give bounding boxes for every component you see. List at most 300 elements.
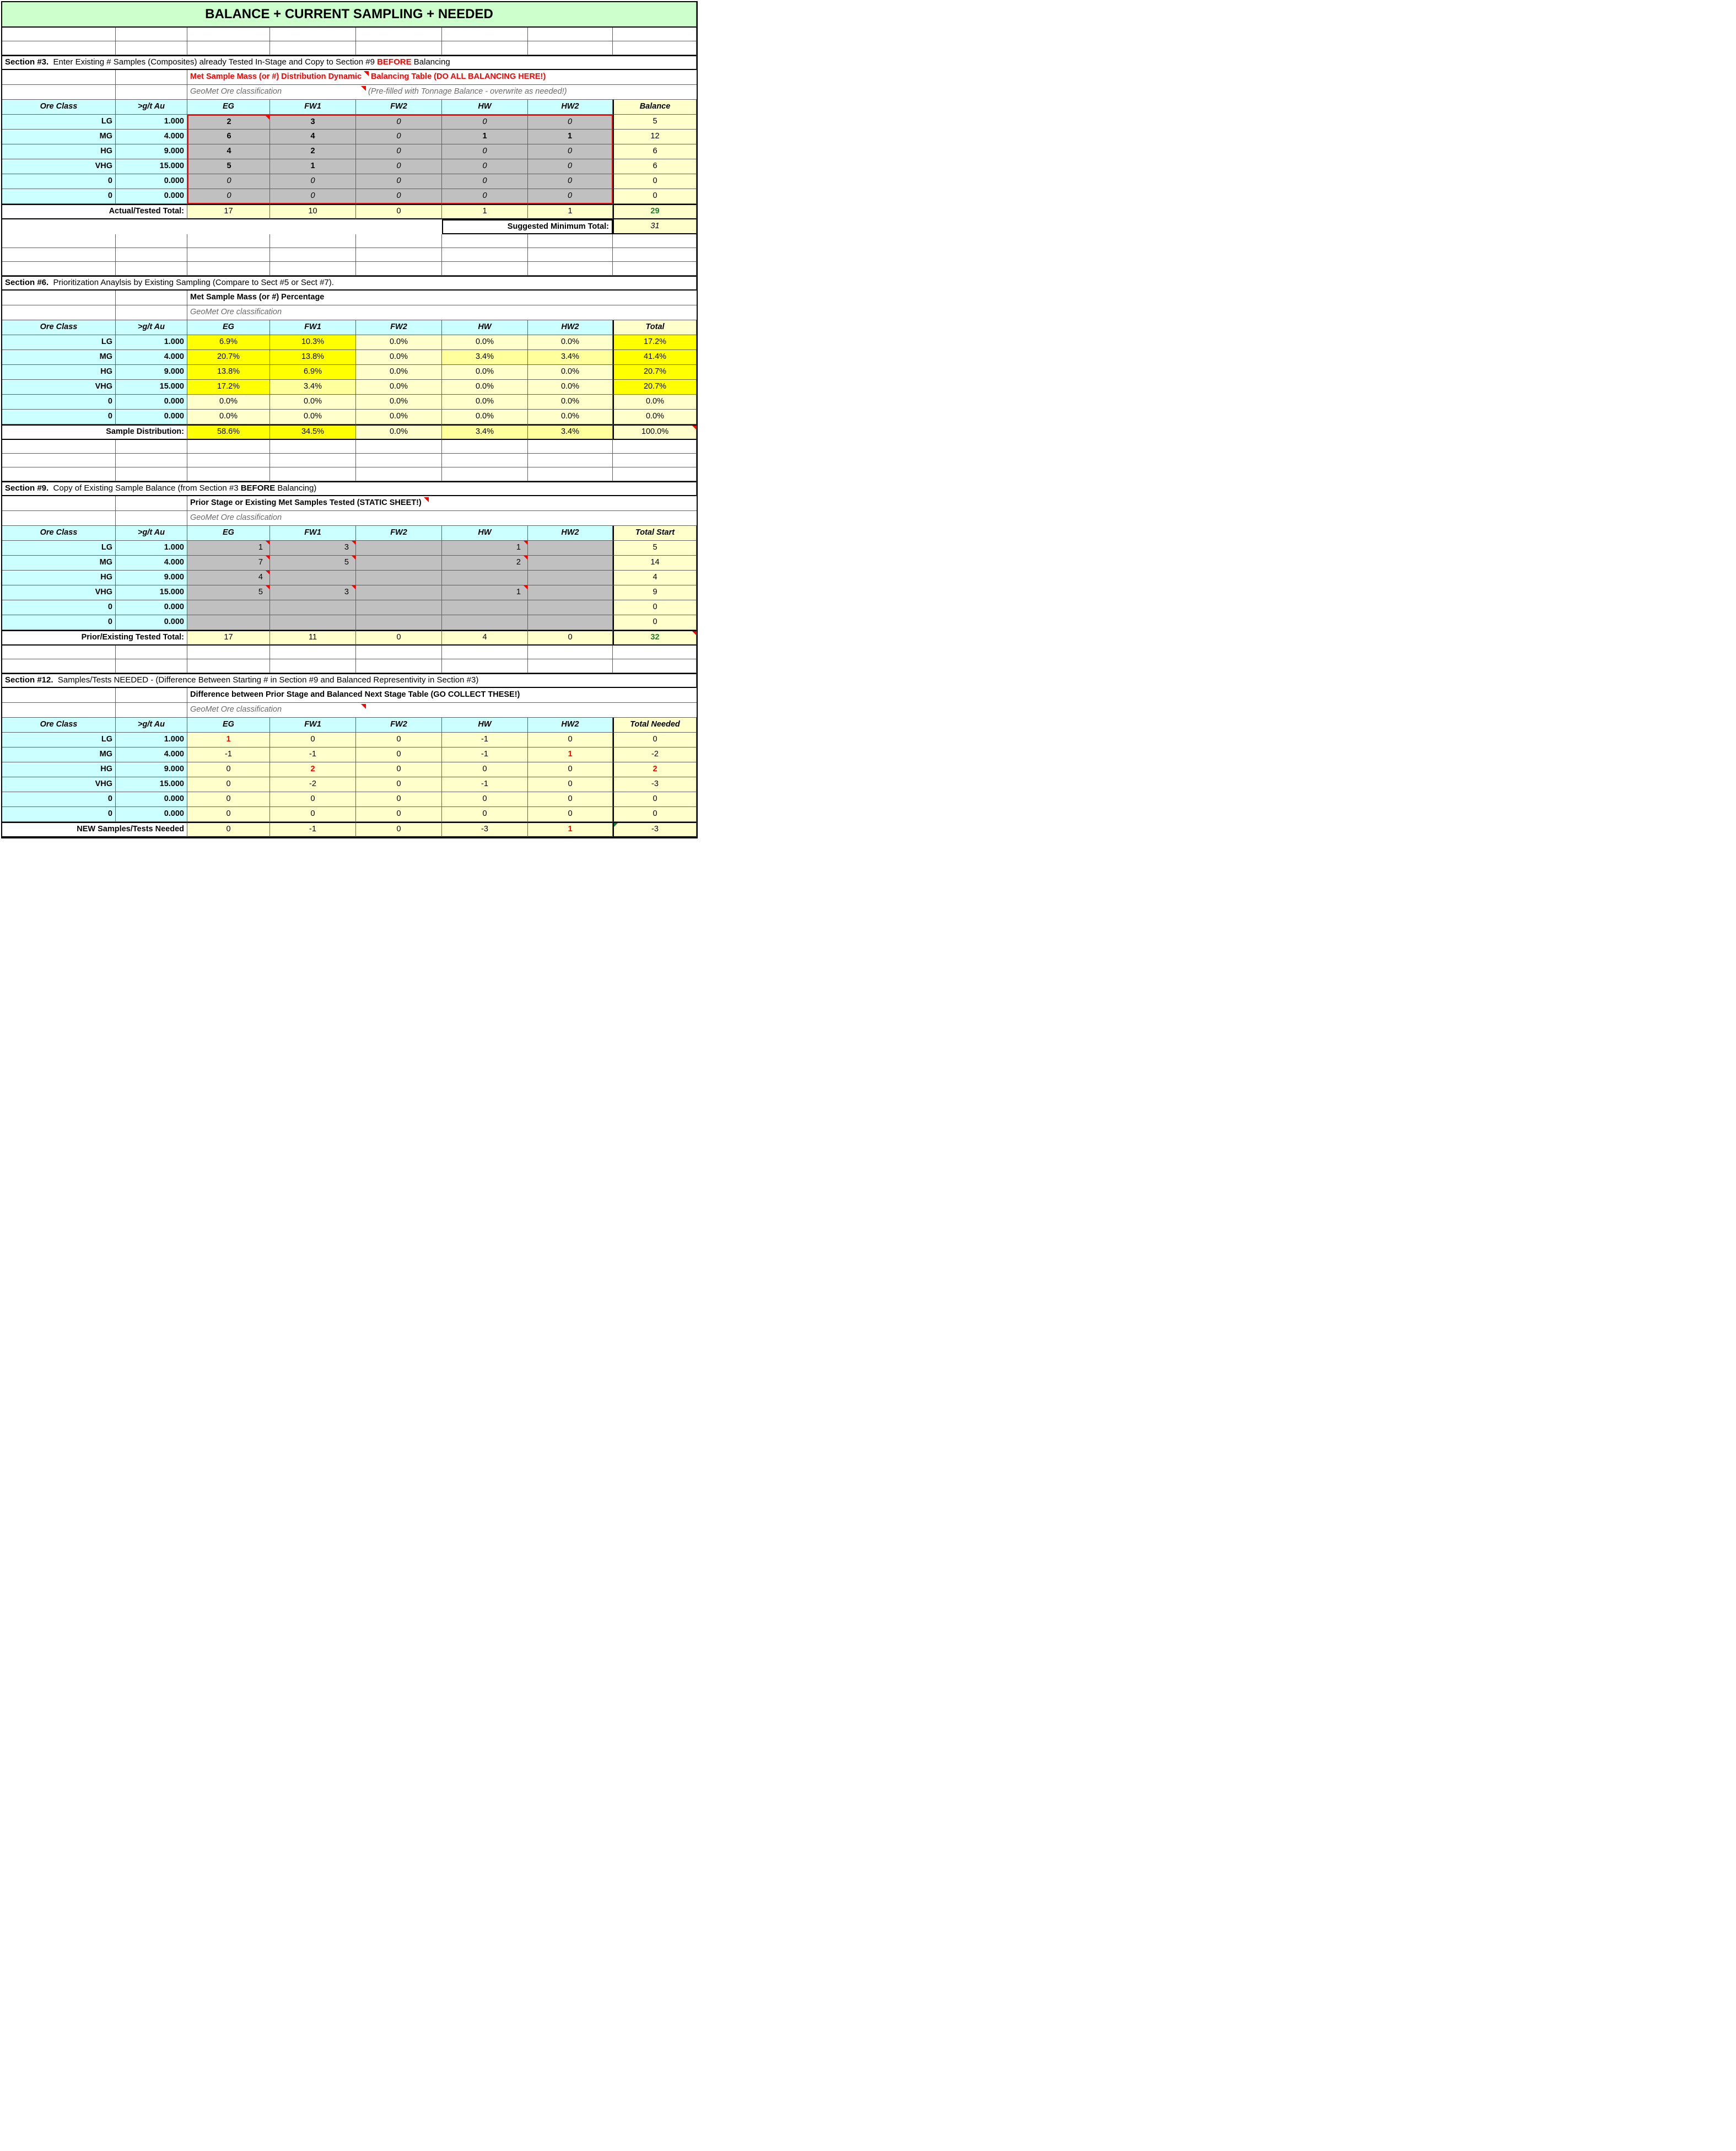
empty-cell[interactable] xyxy=(356,305,697,320)
s12-cutoff-r1[interactable] xyxy=(116,748,187,762)
s9-cell-r1-fw2[interactable] xyxy=(356,556,442,571)
empty-cell[interactable] xyxy=(356,646,442,659)
s12-rowtotal-r4[interactable] xyxy=(613,792,697,807)
s12-cell-r4-hw[interactable] xyxy=(442,792,528,807)
s6-cell-r2-hw2[interactable] xyxy=(528,365,613,380)
s9-oreclass-r5[interactable] xyxy=(2,615,116,630)
s12-total-hw2[interactable] xyxy=(528,822,613,837)
s9-cell-r4-fw2[interactable] xyxy=(356,600,442,615)
s6-cell-r2-fw1[interactable] xyxy=(270,365,356,380)
s6-cell-r5-fw2[interactable] xyxy=(356,410,442,424)
s9-rowtotal-r0[interactable] xyxy=(613,541,697,556)
empty-cell[interactable] xyxy=(528,262,613,276)
s12-cell-r3-hw2[interactable] xyxy=(528,777,613,792)
s12-cell-r3-hw[interactable] xyxy=(442,777,528,792)
empty-cell[interactable] xyxy=(2,454,116,467)
s12-cell-r4-eg[interactable] xyxy=(187,792,270,807)
s6-cell-r2-hw[interactable] xyxy=(442,365,528,380)
s12-oreclass-r2[interactable] xyxy=(2,762,116,777)
s9-cutoff-r2[interactable] xyxy=(116,571,187,585)
s6-cell-r3-hw[interactable] xyxy=(442,380,528,395)
s6-cell-r1-hw2[interactable] xyxy=(528,350,613,365)
empty-cell[interactable] xyxy=(187,262,270,276)
empty-cell[interactable] xyxy=(356,28,442,41)
s9-cell-r4-fw1[interactable] xyxy=(270,600,356,615)
s3-oreclass-r3[interactable] xyxy=(2,159,116,174)
section3-heading[interactable] xyxy=(2,55,697,70)
empty-cell[interactable] xyxy=(2,291,116,305)
empty-cell[interactable] xyxy=(187,646,270,659)
empty-cell[interactable] xyxy=(116,234,187,248)
s9-cell-r5-eg[interactable] xyxy=(187,615,270,630)
s12-cell-r2-hw2[interactable] xyxy=(528,762,613,777)
s6-rowtotal-r5[interactable] xyxy=(613,410,697,424)
s9-oreclass-r3[interactable] xyxy=(2,585,116,600)
s12-cell-r1-fw2[interactable] xyxy=(356,748,442,762)
empty-cell[interactable] xyxy=(356,248,442,262)
s6-totals-label[interactable] xyxy=(2,424,187,440)
empty-cell[interactable] xyxy=(442,454,528,467)
s3-header-hw[interactable] xyxy=(442,100,528,115)
empty-cell[interactable] xyxy=(116,28,187,41)
s6-header-gtau[interactable] xyxy=(116,320,187,335)
empty-cell[interactable] xyxy=(116,440,187,454)
empty-cell[interactable] xyxy=(613,234,697,248)
empty-cell[interactable] xyxy=(116,659,187,673)
s6-oreclass-r0[interactable] xyxy=(2,335,116,350)
empty-cell[interactable] xyxy=(2,70,116,85)
s9-oreclass-r0[interactable] xyxy=(2,541,116,556)
empty-cell[interactable] xyxy=(116,41,187,55)
s3-cell-r2-fw1[interactable] xyxy=(270,144,356,159)
empty-cell[interactable] xyxy=(613,659,697,673)
empty-cell[interactable] xyxy=(442,248,528,262)
s9-cell-r2-fw1[interactable] xyxy=(270,571,356,585)
s3-total-hw[interactable] xyxy=(442,204,528,219)
s12-total-eg[interactable] xyxy=(187,822,270,837)
s3-grand-total[interactable] xyxy=(613,204,697,219)
s3-cell-r2-hw[interactable] xyxy=(442,144,528,159)
s12-cell-r5-eg[interactable] xyxy=(187,807,270,822)
s12-cutoff-r5[interactable] xyxy=(116,807,187,822)
s3-total-eg[interactable] xyxy=(187,204,270,219)
s9-cutoff-r1[interactable] xyxy=(116,556,187,571)
s9-oreclass-r2[interactable] xyxy=(2,571,116,585)
s3-oreclass-r2[interactable] xyxy=(2,144,116,159)
empty-cell[interactable] xyxy=(528,646,613,659)
s9-cell-r1-hw2[interactable] xyxy=(528,556,613,571)
s9-cell-r2-hw[interactable] xyxy=(442,571,528,585)
s6-cell-r3-eg[interactable] xyxy=(187,380,270,395)
s6-cell-r2-fw2[interactable] xyxy=(356,365,442,380)
s12-rowtotal-r1[interactable] xyxy=(613,748,697,762)
empty-cell[interactable] xyxy=(613,646,697,659)
s12-cell-r0-fw1[interactable] xyxy=(270,733,356,748)
s3-cell-r3-hw[interactable] xyxy=(442,159,528,174)
section9-table-title[interactable] xyxy=(187,496,697,511)
s9-total-hw[interactable] xyxy=(442,630,528,646)
s9-cell-r3-eg[interactable] xyxy=(187,585,270,600)
s12-cell-r3-eg[interactable] xyxy=(187,777,270,792)
s9-cell-r0-hw2[interactable] xyxy=(528,541,613,556)
s12-oreclass-r3[interactable] xyxy=(2,777,116,792)
s9-cell-r5-fw2[interactable] xyxy=(356,615,442,630)
s9-cell-r5-fw1[interactable] xyxy=(270,615,356,630)
s6-header-fw2[interactable] xyxy=(356,320,442,335)
s12-cell-r0-hw[interactable] xyxy=(442,733,528,748)
s9-grand-total[interactable] xyxy=(613,630,697,646)
s3-cell-r4-hw[interactable] xyxy=(442,174,528,189)
s6-header-eg[interactable] xyxy=(187,320,270,335)
s3-header-gtau[interactable] xyxy=(116,100,187,115)
s6-cell-r5-hw2[interactable] xyxy=(528,410,613,424)
s3-cell-r4-fw2[interactable] xyxy=(356,174,442,189)
s6-total-eg[interactable] xyxy=(187,424,270,440)
empty-cell[interactable] xyxy=(356,467,442,481)
s9-cell-r1-fw1[interactable] xyxy=(270,556,356,571)
empty-cell[interactable] xyxy=(356,234,442,248)
empty-cell[interactable] xyxy=(356,659,442,673)
empty-cell[interactable] xyxy=(442,234,528,248)
s3-rowtotal-r5[interactable] xyxy=(613,189,697,204)
empty-cell[interactable] xyxy=(2,511,116,526)
s6-header-hw2[interactable] xyxy=(528,320,613,335)
s12-rowtotal-r0[interactable] xyxy=(613,733,697,748)
s3-cell-r1-fw2[interactable] xyxy=(356,130,442,144)
s3-total-fw1[interactable] xyxy=(270,204,356,219)
s9-rowtotal-r5[interactable] xyxy=(613,615,697,630)
empty-cell[interactable] xyxy=(187,454,270,467)
s9-cell-r4-hw2[interactable] xyxy=(528,600,613,615)
s12-cutoff-r0[interactable] xyxy=(116,733,187,748)
s3-cutoff-r5[interactable] xyxy=(116,189,187,204)
empty-cell[interactable] xyxy=(442,41,528,55)
s9-header-fw2[interactable] xyxy=(356,526,442,541)
s6-header-total[interactable] xyxy=(613,320,697,335)
empty-cell[interactable] xyxy=(613,454,697,467)
s9-header-oreclass[interactable] xyxy=(2,526,116,541)
s9-total-hw2[interactable] xyxy=(528,630,613,646)
s3-cutoff-r3[interactable] xyxy=(116,159,187,174)
s6-cutoff-r1[interactable] xyxy=(116,350,187,365)
s3-cutoff-r2[interactable] xyxy=(116,144,187,159)
s6-cutoff-r5[interactable] xyxy=(116,410,187,424)
s9-cell-r0-fw2[interactable] xyxy=(356,541,442,556)
s6-cutoff-r4[interactable] xyxy=(116,395,187,410)
empty-cell[interactable] xyxy=(528,467,613,481)
empty-cell[interactable] xyxy=(2,688,116,703)
empty-cell[interactable] xyxy=(613,28,697,41)
section9-heading[interactable] xyxy=(2,481,697,496)
empty-cell[interactable] xyxy=(2,496,116,511)
empty-cell[interactable] xyxy=(116,248,187,262)
empty-cell[interactable] xyxy=(613,41,697,55)
s3-cell-r0-hw2[interactable] xyxy=(528,115,613,130)
s12-cell-r4-fw2[interactable] xyxy=(356,792,442,807)
s12-cell-r2-fw1[interactable] xyxy=(270,762,356,777)
s9-cell-r3-hw2[interactable] xyxy=(528,585,613,600)
s9-cell-r0-eg[interactable] xyxy=(187,541,270,556)
section6-geomet-label[interactable] xyxy=(187,305,356,320)
s3-cell-r4-eg[interactable] xyxy=(187,174,270,189)
s3-rowtotal-r4[interactable] xyxy=(613,174,697,189)
s12-total-fw1[interactable] xyxy=(270,822,356,837)
empty-cell[interactable] xyxy=(116,511,187,526)
s3-cell-r4-hw2[interactable] xyxy=(528,174,613,189)
empty-cell[interactable] xyxy=(116,454,187,467)
s3-cutoff-r1[interactable] xyxy=(116,130,187,144)
empty-cell[interactable] xyxy=(2,262,116,276)
empty-cell[interactable] xyxy=(613,262,697,276)
s6-total-hw2[interactable] xyxy=(528,424,613,440)
s12-grand-total[interactable] xyxy=(613,822,697,837)
s9-rowtotal-r2[interactable] xyxy=(613,571,697,585)
s12-header-fw1[interactable] xyxy=(270,718,356,733)
empty-cell[interactable] xyxy=(116,688,187,703)
empty-cell[interactable] xyxy=(528,659,613,673)
s9-cell-r0-fw1[interactable] xyxy=(270,541,356,556)
s6-cell-r3-fw1[interactable] xyxy=(270,380,356,395)
s12-cell-r4-fw1[interactable] xyxy=(270,792,356,807)
s3-oreclass-r1[interactable] xyxy=(2,130,116,144)
empty-cell[interactable] xyxy=(613,467,697,481)
s6-cell-r5-eg[interactable] xyxy=(187,410,270,424)
s9-cell-r1-hw[interactable] xyxy=(442,556,528,571)
s6-cutoff-r2[interactable] xyxy=(116,365,187,380)
s9-cutoff-r4[interactable] xyxy=(116,600,187,615)
s3-cell-r5-eg[interactable] xyxy=(187,189,270,204)
s12-oreclass-r0[interactable] xyxy=(2,733,116,748)
s3-cell-r0-eg[interactable] xyxy=(187,115,270,130)
empty-cell[interactable] xyxy=(613,440,697,454)
s12-header-hw[interactable] xyxy=(442,718,528,733)
s3-header-fw1[interactable] xyxy=(270,100,356,115)
empty-cell[interactable] xyxy=(270,440,356,454)
s9-cell-r4-eg[interactable] xyxy=(187,600,270,615)
s3-total-fw2[interactable] xyxy=(356,204,442,219)
s6-cell-r3-hw2[interactable] xyxy=(528,380,613,395)
s6-cell-r3-fw2[interactable] xyxy=(356,380,442,395)
s3-cutoff-r0[interactable] xyxy=(116,115,187,130)
s12-cell-r1-eg[interactable] xyxy=(187,748,270,762)
s12-cutoff-r3[interactable] xyxy=(116,777,187,792)
s12-totals-label[interactable] xyxy=(2,822,187,837)
section12-table-title[interactable] xyxy=(187,688,697,703)
empty-cell[interactable] xyxy=(356,440,442,454)
empty-cell[interactable] xyxy=(270,41,356,55)
s9-total-fw2[interactable] xyxy=(356,630,442,646)
section9-geomet-label[interactable] xyxy=(187,511,356,526)
s6-oreclass-r5[interactable] xyxy=(2,410,116,424)
empty-cell[interactable] xyxy=(356,262,442,276)
s9-cell-r4-hw[interactable] xyxy=(442,600,528,615)
s12-cell-r1-hw2[interactable] xyxy=(528,748,613,762)
s3-rowtotal-r2[interactable] xyxy=(613,144,697,159)
s12-rowtotal-r2[interactable] xyxy=(613,762,697,777)
s9-rowtotal-r3[interactable] xyxy=(613,585,697,600)
s6-total-fw2[interactable] xyxy=(356,424,442,440)
section3-geomet-label[interactable] xyxy=(187,85,356,100)
s9-header-gtau[interactable] xyxy=(116,526,187,541)
s6-cell-r4-eg[interactable] xyxy=(187,395,270,410)
s9-cutoff-r0[interactable] xyxy=(116,541,187,556)
empty-cell[interactable] xyxy=(2,28,116,41)
s12-cell-r2-hw[interactable] xyxy=(442,762,528,777)
empty-cell[interactable] xyxy=(2,703,116,718)
s12-header-gtau[interactable] xyxy=(116,718,187,733)
empty-cell[interactable] xyxy=(2,467,116,481)
s6-cell-r4-fw1[interactable] xyxy=(270,395,356,410)
empty-cell[interactable] xyxy=(528,248,613,262)
s3-cell-r5-fw2[interactable] xyxy=(356,189,442,204)
s9-header-hw[interactable] xyxy=(442,526,528,541)
section12-heading[interactable] xyxy=(2,673,697,688)
s6-cell-r0-eg[interactable] xyxy=(187,335,270,350)
empty-cell[interactable] xyxy=(2,646,116,659)
s9-cell-r2-hw2[interactable] xyxy=(528,571,613,585)
empty-cell[interactable] xyxy=(356,41,442,55)
s9-total-eg[interactable] xyxy=(187,630,270,646)
s12-cell-r5-fw2[interactable] xyxy=(356,807,442,822)
s6-cell-r1-fw1[interactable] xyxy=(270,350,356,365)
empty-cell[interactable] xyxy=(187,467,270,481)
s9-cell-r2-eg[interactable] xyxy=(187,571,270,585)
empty-cell[interactable] xyxy=(442,659,528,673)
s6-cell-r1-eg[interactable] xyxy=(187,350,270,365)
s12-cutoff-r2[interactable] xyxy=(116,762,187,777)
empty-cell[interactable] xyxy=(116,646,187,659)
empty-cell[interactable] xyxy=(187,659,270,673)
s6-total-fw1[interactable] xyxy=(270,424,356,440)
s6-cell-r0-fw2[interactable] xyxy=(356,335,442,350)
s9-header-fw1[interactable] xyxy=(270,526,356,541)
s9-oreclass-r4[interactable] xyxy=(2,600,116,615)
s12-header-oreclass[interactable] xyxy=(2,718,116,733)
empty-cell[interactable] xyxy=(116,70,187,85)
s3-cell-r2-fw2[interactable] xyxy=(356,144,442,159)
empty-cell[interactable] xyxy=(187,248,270,262)
s12-total-fw2[interactable] xyxy=(356,822,442,837)
empty-cell[interactable] xyxy=(2,440,116,454)
empty-cell[interactable] xyxy=(270,262,356,276)
s9-header-eg[interactable] xyxy=(187,526,270,541)
s3-cell-r2-hw2[interactable] xyxy=(528,144,613,159)
s3-cell-r5-hw[interactable] xyxy=(442,189,528,204)
s3-cell-r5-hw2[interactable] xyxy=(528,189,613,204)
s3-rowtotal-r3[interactable] xyxy=(613,159,697,174)
s12-cell-r3-fw2[interactable] xyxy=(356,777,442,792)
s3-cell-r3-fw2[interactable] xyxy=(356,159,442,174)
s6-cell-r1-fw2[interactable] xyxy=(356,350,442,365)
empty-cell[interactable] xyxy=(528,440,613,454)
s12-oreclass-r4[interactable] xyxy=(2,792,116,807)
s12-rowtotal-r5[interactable] xyxy=(613,807,697,822)
s9-rowtotal-r1[interactable] xyxy=(613,556,697,571)
s6-cutoff-r0[interactable] xyxy=(116,335,187,350)
s3-cell-r2-eg[interactable] xyxy=(187,144,270,159)
s9-cutoff-r5[interactable] xyxy=(116,615,187,630)
s6-cell-r0-hw[interactable] xyxy=(442,335,528,350)
s12-cell-r0-hw2[interactable] xyxy=(528,733,613,748)
empty-cell[interactable] xyxy=(2,248,116,262)
empty-cell[interactable] xyxy=(116,85,187,100)
s6-cell-r4-hw[interactable] xyxy=(442,395,528,410)
empty-cell[interactable] xyxy=(116,262,187,276)
s9-cell-r3-fw1[interactable] xyxy=(270,585,356,600)
empty-cell[interactable] xyxy=(2,41,116,55)
s3-total-hw2[interactable] xyxy=(528,204,613,219)
s12-cell-r2-eg[interactable] xyxy=(187,762,270,777)
s3-rowtotal-r0[interactable] xyxy=(613,115,697,130)
s9-header-hw2[interactable] xyxy=(528,526,613,541)
s9-rowtotal-r4[interactable] xyxy=(613,600,697,615)
s9-total-fw1[interactable] xyxy=(270,630,356,646)
empty-cell[interactable] xyxy=(270,248,356,262)
s12-cell-r2-fw2[interactable] xyxy=(356,762,442,777)
empty-cell[interactable] xyxy=(442,467,528,481)
s12-header-fw2[interactable] xyxy=(356,718,442,733)
s3-oreclass-r5[interactable] xyxy=(2,189,116,204)
s6-oreclass-r3[interactable] xyxy=(2,380,116,395)
s3-cell-r1-eg[interactable] xyxy=(187,130,270,144)
s12-cell-r5-hw2[interactable] xyxy=(528,807,613,822)
empty-cell[interactable] xyxy=(2,85,116,100)
s6-rowtotal-r4[interactable] xyxy=(613,395,697,410)
s6-oreclass-r4[interactable] xyxy=(2,395,116,410)
empty-cell[interactable] xyxy=(116,291,187,305)
s6-cell-r0-fw1[interactable] xyxy=(270,335,356,350)
s3-header-oreclass[interactable] xyxy=(2,100,116,115)
s6-header-fw1[interactable] xyxy=(270,320,356,335)
s12-header-totalneeded[interactable] xyxy=(613,718,697,733)
s12-cell-r1-hw[interactable] xyxy=(442,748,528,762)
s9-cell-r3-hw[interactable] xyxy=(442,585,528,600)
s3-rowtotal-r1[interactable] xyxy=(613,130,697,144)
section12-note-cell[interactable] xyxy=(356,703,697,718)
s9-cell-r3-fw2[interactable] xyxy=(356,585,442,600)
s6-grand-total[interactable] xyxy=(613,424,697,440)
section6-table-title[interactable] xyxy=(187,291,697,305)
empty-cell[interactable] xyxy=(187,41,270,55)
s3-cell-r1-hw2[interactable] xyxy=(528,130,613,144)
s6-cell-r4-fw2[interactable] xyxy=(356,395,442,410)
s6-cell-r5-fw1[interactable] xyxy=(270,410,356,424)
section3-prefill-note[interactable] xyxy=(356,85,697,100)
s6-rowtotal-r0[interactable] xyxy=(613,335,697,350)
empty-cell[interactable] xyxy=(442,262,528,276)
s3-suggested-value[interactable] xyxy=(613,219,697,234)
s6-header-hw[interactable] xyxy=(442,320,528,335)
s3-cell-r1-hw[interactable] xyxy=(442,130,528,144)
s6-cell-r1-hw[interactable] xyxy=(442,350,528,365)
s3-cell-r3-eg[interactable] xyxy=(187,159,270,174)
empty-cell[interactable] xyxy=(356,511,697,526)
s9-cutoff-r3[interactable] xyxy=(116,585,187,600)
empty-cell[interactable] xyxy=(613,248,697,262)
empty-cell[interactable] xyxy=(442,440,528,454)
s12-cell-r5-fw1[interactable] xyxy=(270,807,356,822)
s12-oreclass-r5[interactable] xyxy=(2,807,116,822)
s6-rowtotal-r2[interactable] xyxy=(613,365,697,380)
s3-cutoff-r4[interactable] xyxy=(116,174,187,189)
s9-cell-r2-fw2[interactable] xyxy=(356,571,442,585)
s6-cell-r5-hw[interactable] xyxy=(442,410,528,424)
s6-cell-r4-hw2[interactable] xyxy=(528,395,613,410)
s12-cutoff-r4[interactable] xyxy=(116,792,187,807)
s12-cell-r1-fw1[interactable] xyxy=(270,748,356,762)
s3-cell-r5-fw1[interactable] xyxy=(270,189,356,204)
s12-cell-r0-eg[interactable] xyxy=(187,733,270,748)
